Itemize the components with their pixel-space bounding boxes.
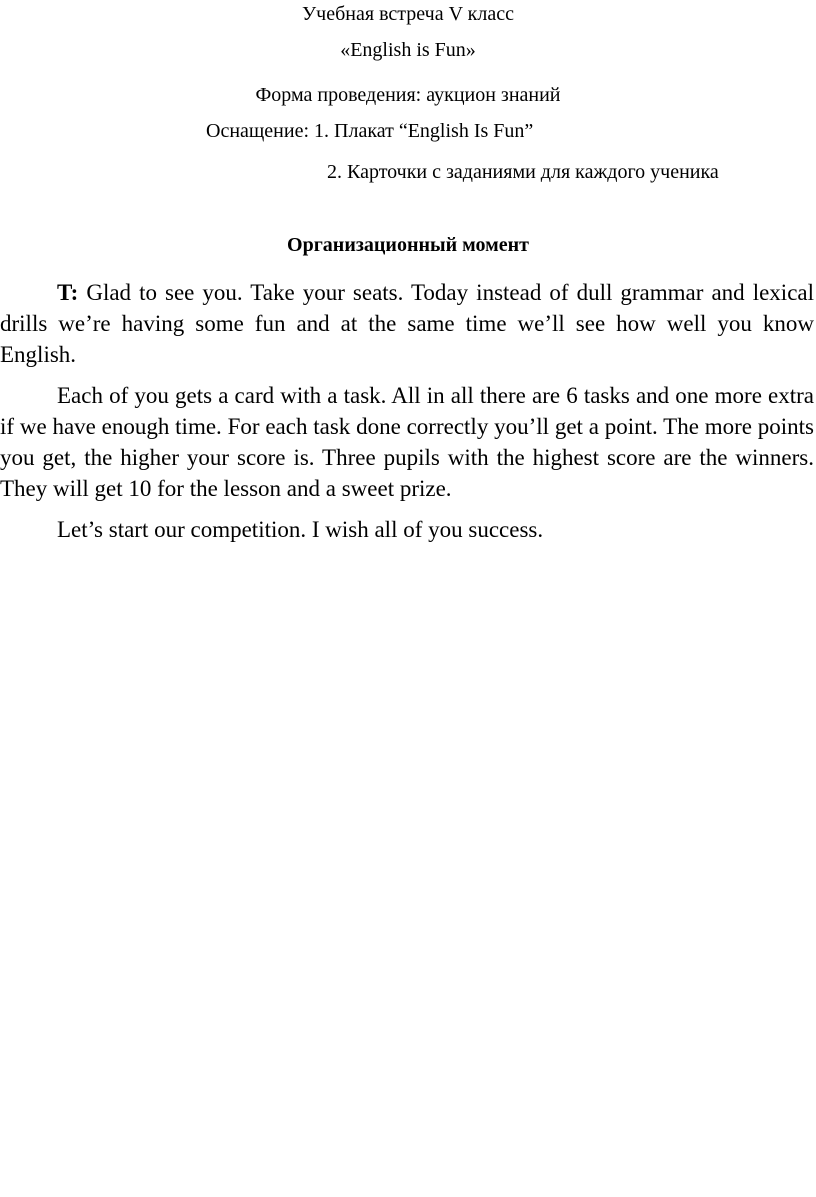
equipment-item-2: 2. Карточки с заданиями для каждого ученика xyxy=(327,161,719,183)
paragraph-1-text: Glad to see you. Take your seats. Today instead of dull grammar and lexical drills we’re having some fun and at the same time we’ll see how well you know English. xyxy=(0,280,814,367)
speaker-label: T: xyxy=(57,280,79,305)
paragraph-1 xyxy=(0,277,814,370)
meeting-title: Учебная встреча V класс xyxy=(302,3,514,25)
lesson-body xyxy=(0,277,814,555)
paragraph-3: Let’s start our competition. I wish all of you success. xyxy=(57,517,544,542)
equipment-line: Оснащение: 1. Плакат “English Is Fun” xyxy=(206,120,534,142)
paragraph-2: Each of you gets a card with a task. All in all there are 6 tasks and one more extra if we have enough time. For each task done correctly you’ll get a point. The more points you get, the higher your score is. Three pupils with the highest score are the winners. They will get 10 for the lesson and a sweet prize. xyxy=(0,383,814,501)
section-heading: Организационный момент xyxy=(287,234,529,256)
format-line: Форма проведения: аукцион знаний xyxy=(255,84,561,106)
lesson-title: «English is Fun» xyxy=(340,39,476,61)
